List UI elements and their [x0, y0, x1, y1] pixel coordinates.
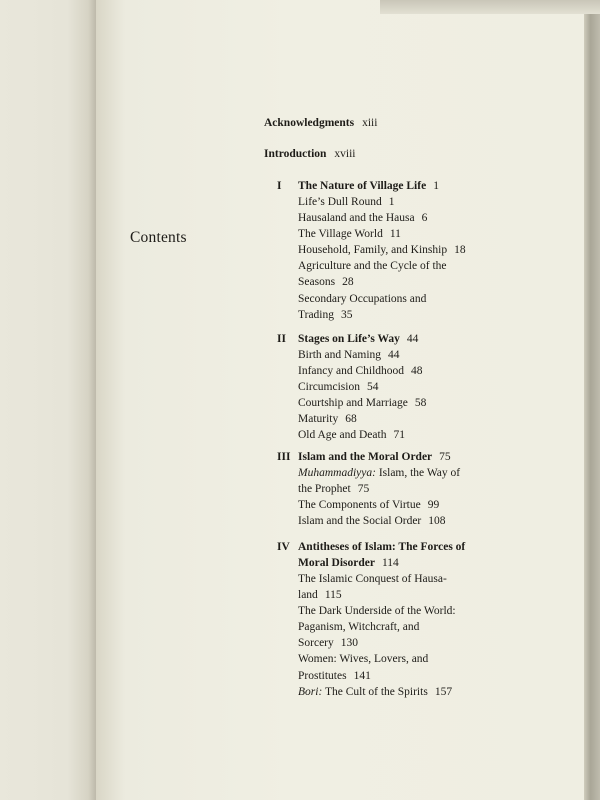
- entry-title: The Dark Underside of the World:: [298, 605, 456, 618]
- toc-acknowledgments: [264, 117, 377, 129]
- toc-page-number: 44: [388, 349, 400, 361]
- toc-page-number: xviii: [334, 148, 356, 160]
- entry-title: Women: Wives, Lovers, and: [298, 653, 429, 666]
- toc-entry: [298, 603, 502, 651]
- toc-front-title: Acknowledgments: [264, 117, 355, 129]
- toc-page-number: 54: [366, 381, 379, 394]
- toc-entry: [298, 395, 502, 411]
- toc-entry: [298, 684, 502, 700]
- toc-part-3: [277, 449, 502, 529]
- entry-title: Courtship and Marriage: [298, 397, 408, 410]
- entry-title-continued: Paganism, Witchcraft, and: [298, 621, 420, 634]
- entry-title-continued: Sorcery: [298, 637, 334, 650]
- toc-entry: [298, 411, 502, 427]
- toc-entry: [298, 291, 502, 323]
- entry-title: Life’s Dull Round: [298, 196, 382, 208]
- facing-page: [0, 0, 96, 800]
- toc-page-number: 114: [381, 557, 399, 569]
- toc-part-1: [277, 178, 502, 323]
- toc-entry: [298, 427, 502, 443]
- toc-front-title: Introduction: [264, 148, 327, 160]
- entry-title-continued: Seasons: [298, 276, 336, 289]
- entry-title: The Components of Virtue: [298, 499, 421, 512]
- page-top-edge: [380, 0, 600, 14]
- contents-heading: Contents: [130, 229, 187, 246]
- toc-part-4: [277, 539, 502, 700]
- part-heading: [277, 178, 502, 194]
- part-title: Islam and the Moral Order: [298, 451, 433, 463]
- toc-page-number: 1: [388, 196, 395, 208]
- entry-title: Circumcision: [298, 381, 360, 394]
- toc-entry: [298, 210, 502, 226]
- toc-page-number: 157: [434, 685, 453, 698]
- toc-page-number: 48: [411, 365, 423, 378]
- part-heading: [277, 449, 502, 465]
- part-title: Stages on Life’s Way: [298, 333, 400, 345]
- toc-page-number: 99: [427, 499, 440, 512]
- entry-title: The Cult of the Spirits: [322, 685, 428, 698]
- entry-title: Maturity: [298, 413, 339, 426]
- part-numeral: IV: [277, 541, 290, 553]
- toc-entry: [298, 651, 502, 683]
- toc-page-number: 75: [357, 483, 370, 496]
- part-heading: [277, 331, 502, 347]
- toc-page-number: 71: [393, 429, 405, 442]
- entry-title: Household, Family, and Kinship: [298, 244, 448, 257]
- entry-title: Old Age and Death: [298, 429, 387, 442]
- toc-page-number: 130: [340, 637, 359, 650]
- part-title: The Nature of Village Life: [298, 180, 427, 192]
- entry-title: Islam, the Way of: [375, 467, 461, 479]
- toc-entry: [298, 465, 502, 497]
- toc-entry: [298, 226, 502, 242]
- toc-page-number: 1: [433, 180, 439, 192]
- toc-entry: [298, 379, 502, 395]
- entry-title: The Islamic Conquest of Hausa-: [298, 573, 447, 585]
- toc-page-number: 35: [341, 308, 353, 321]
- part-numeral: II: [277, 333, 286, 345]
- entry-title: Infancy and Childhood: [298, 365, 405, 378]
- toc-entry: [298, 347, 502, 363]
- toc-page-number: 6: [421, 212, 428, 225]
- toc-part-2: [277, 331, 502, 444]
- part-heading: [277, 539, 502, 571]
- toc-entry: [298, 194, 502, 210]
- toc-page-number: 68: [345, 413, 357, 426]
- toc-entry: [298, 242, 502, 258]
- toc-entry: [298, 363, 502, 379]
- entry-title-continued: Prostitutes: [298, 669, 347, 682]
- entry-title: Secondary Occupations and: [298, 292, 427, 305]
- toc-page-number: 108: [428, 515, 446, 528]
- entry-title: Islam and the Social Order: [298, 515, 422, 528]
- toc-entry: [298, 497, 502, 513]
- toc-page-number: 18: [454, 244, 466, 257]
- toc-page-number: 75: [439, 451, 451, 463]
- page-edge: [584, 0, 600, 800]
- entry-title: Hausaland and the Hausa: [298, 212, 415, 225]
- toc-page-number: 58: [414, 397, 427, 410]
- entry-title-continued: the Prophet: [298, 483, 351, 496]
- entry-title-italic: Muhammadiyya:: [298, 467, 376, 479]
- toc-page-number: xiii: [362, 117, 378, 129]
- entry-title-italic: Bori:: [298, 685, 323, 698]
- toc-introduction: [264, 148, 356, 160]
- entry-title: Birth and Naming: [298, 349, 382, 361]
- part-title-continued: Moral Disorder: [298, 557, 375, 569]
- toc-page-number: 115: [324, 589, 342, 602]
- entry-title-continued: land: [298, 589, 318, 602]
- toc-entry: [298, 571, 502, 603]
- toc-entry: [298, 258, 502, 290]
- toc-page-number: 44: [406, 333, 419, 345]
- toc-page-number: 141: [353, 669, 371, 682]
- entry-title-continued: Trading: [298, 308, 334, 321]
- toc-page-number: 28: [342, 276, 354, 289]
- entry-title: Agriculture and the Cycle of the: [298, 260, 447, 273]
- part-title: Antitheses of Islam: The Forces of: [298, 541, 466, 553]
- part-numeral: III: [277, 451, 291, 463]
- toc-entry: [298, 513, 502, 529]
- entry-title: The Village World: [298, 228, 383, 241]
- toc-page-number: 11: [389, 228, 401, 241]
- part-numeral: I: [277, 180, 282, 192]
